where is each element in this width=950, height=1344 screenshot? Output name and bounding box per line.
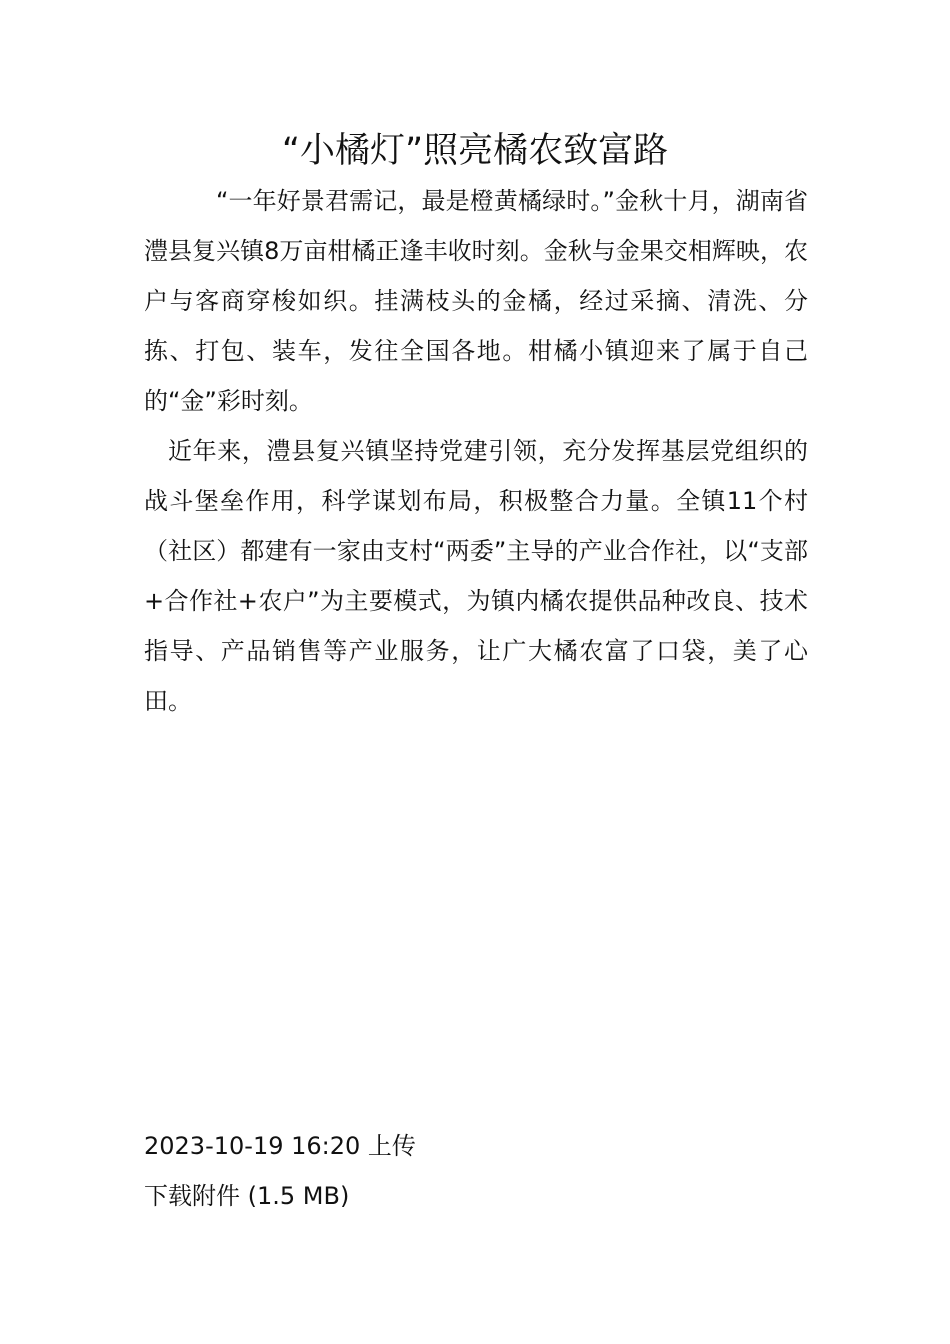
article-paragraph-2: 近年来，澧县复兴镇坚持党建引领，充分发挥基层党组织的战斗堡垒作用，科学谋划布局，积极整合力量。全镇11个村（社区）都建有一家由支村“两委”主导的产业合作社，以“支部+合作社+农户”为主要模式，为镇内橘农提供品种改良、技术指导、产品销售等产业服务，让广大橘农富了口袋，美了心田。 xyxy=(144,437,808,715)
article-paragraph-1: “一年好景君需记，最是橙黄橘绿时。”金秋十月，湖南省澧县复兴镇8万亩柑橘正逢丰收时刻。金秋与金果交相辉映，农户与客商穿梭如织。挂满枝头的金橘，经过采摘、清洗、分拣、打包、装车，发往全国各地。柑橘小镇迎来了属于自己的“金”彩时刻。 xyxy=(144,187,808,415)
article-title: “小橘灯”照亮橘农致富路 xyxy=(281,131,669,171)
download-attachment-link[interactable]: 下载附件 (1.5 MB) xyxy=(144,1182,350,1210)
upload-timestamp: 2023-10-19 16:20 上传 xyxy=(144,1132,416,1160)
